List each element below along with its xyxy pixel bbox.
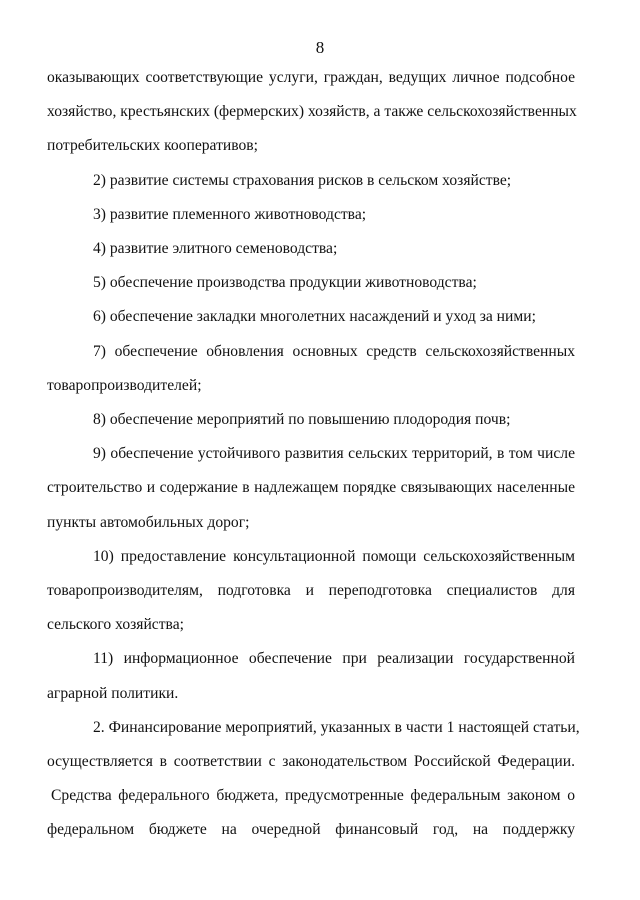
text-line: 2. Финансирование мероприятий, указанных в части 1 настоящей статьи, [93,718,580,736]
text-line: 11) информационное обеспечение при реализации государственной [93,650,575,668]
text-line: строительство и содержание в надлежащем порядке связывающих населенные [47,479,575,497]
text-line: потребительских кооперативов; [47,137,258,155]
text-line: 5) обеспечение производства продукции животноводства; [93,274,477,292]
text-line: 9) обеспечение устойчивого развития сельских территорий, в том числе [93,445,575,463]
text-line: товаропроизводителей; [47,376,202,394]
page-number: 8 [315,38,325,57]
text-line: товаропроизводителям, подготовка и переподготовка специалистов для [47,582,575,600]
text-line: 7) обеспечение обновления основных средств сельскохозяйственных [93,342,575,360]
text-line: Средства федерального бюджета, предусмотренные федеральным законом о [51,787,575,805]
text-line: хозяйство, крестьянских (фермерских) хозяйств, а также сельскохозяйственных [47,103,577,121]
text-line: аграрной политики. [47,684,179,702]
text-line: 3) развитие племенного животноводства; [93,205,367,223]
text-line: федеральном бюджете на очередной финансовый год, на поддержку [47,821,575,839]
text-line: оказывающих соответствующие услуги, граждан, ведущих личное подсобное [47,69,575,86]
text-line: осуществляется в соответствии с законодательством Российской Федерации. [47,753,575,771]
text-line: 2) развитие системы страхования рисков в сельском хозяйстве; [93,171,512,189]
text-line: 4) развитие элитного семеноводства; [93,240,338,258]
document-body [47,61,580,848]
text-line: сельского хозяйства; [47,616,184,634]
text-line: 6) обеспечение закладки многолетних насаждений и уход за ними; [93,308,536,326]
text-line: 10) предоставление консультационной помощи сельскохозяйственным [93,547,575,565]
text-line: пункты автомобильных дорог; [47,513,250,531]
text-line: 8) обеспечение мероприятий по повышению плодородия почв; [93,411,511,429]
